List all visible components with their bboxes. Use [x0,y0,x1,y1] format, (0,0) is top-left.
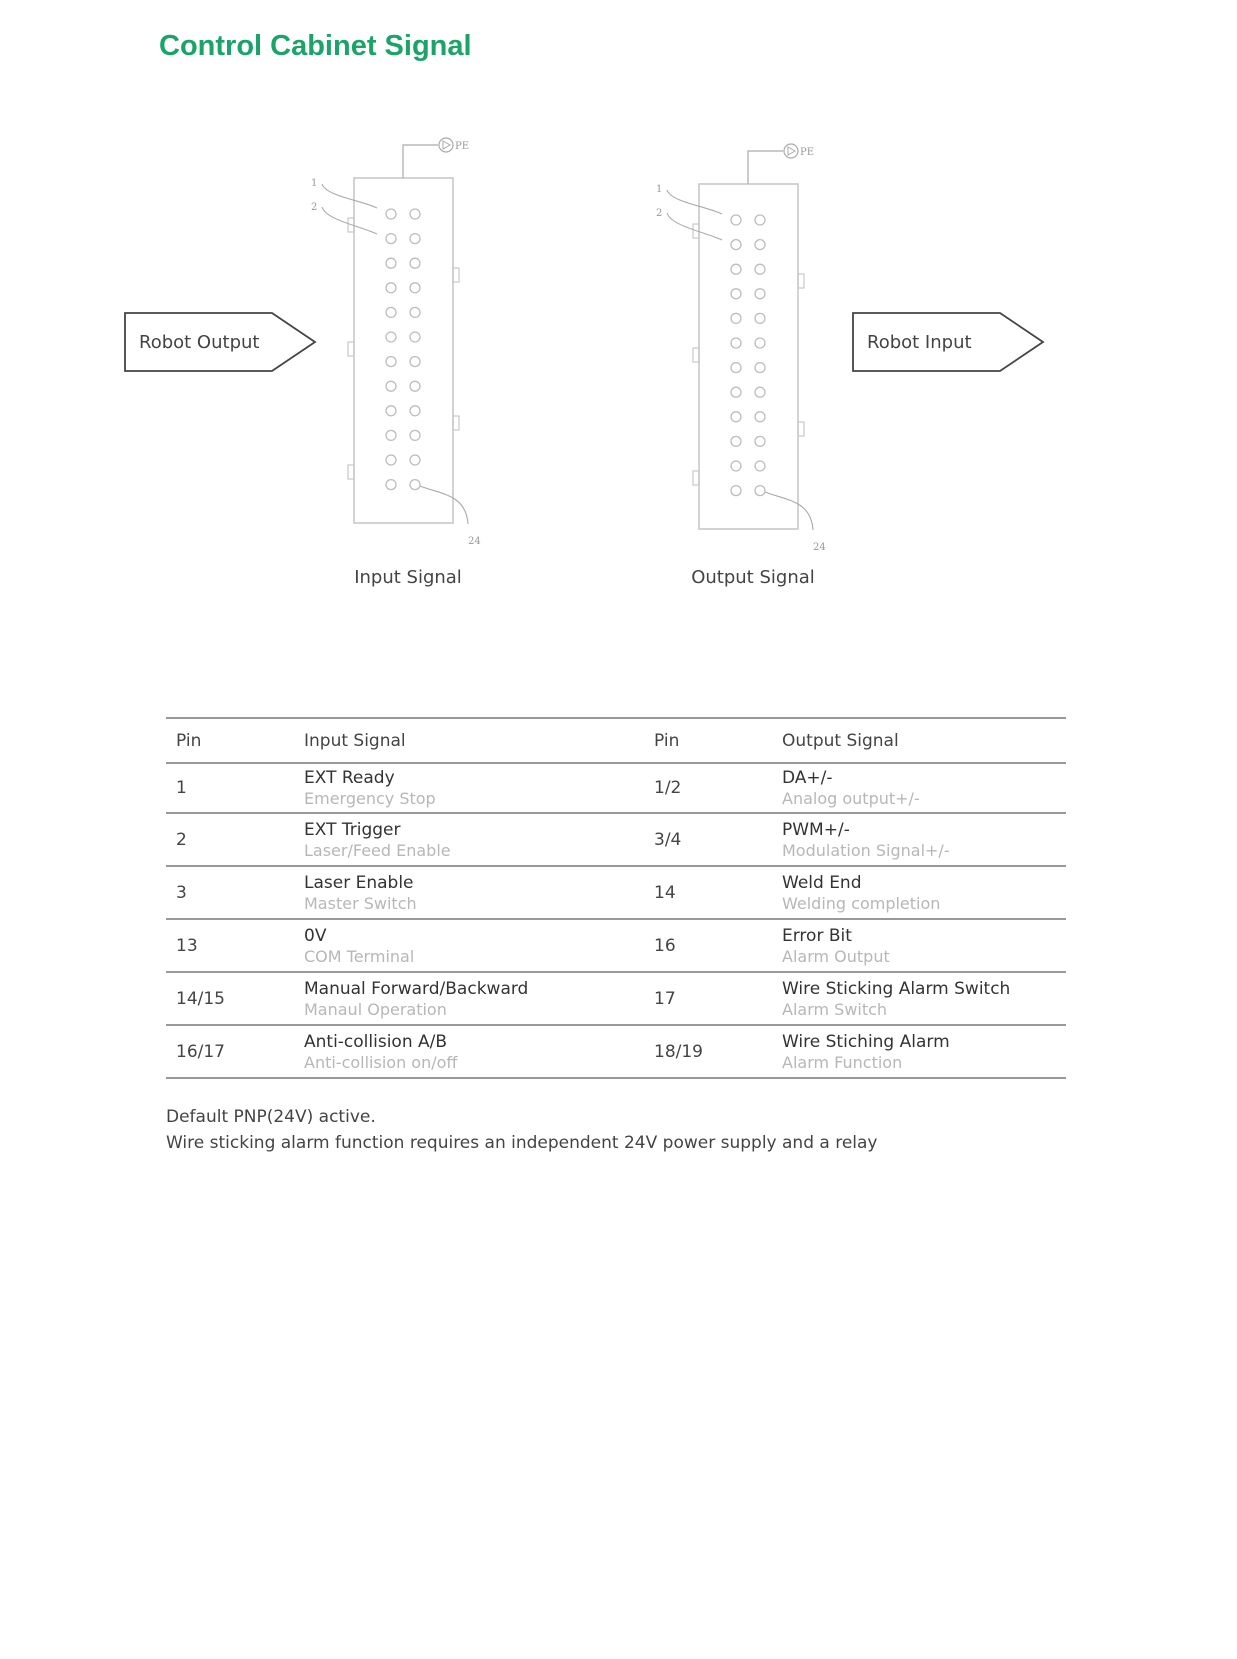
signal-table [166,717,1066,1079]
output-pin: 17 [654,988,676,1009]
output-signal-caption: Output Signal [691,567,815,588]
pin-hole [731,436,741,446]
output-pin: 3/4 [654,829,682,850]
output-signal-desc: Alarm Output [782,946,890,966]
input-signal-name: 0V [304,925,327,946]
pin-hole [410,258,420,268]
pin-hole [731,240,741,250]
pin-hole [386,430,396,440]
header-pin: Pin [654,730,680,751]
pin-hole [410,234,420,244]
output-signal-cell [772,763,1066,813]
input-signal-caption: Input Signal [354,567,462,588]
pin-hole [731,215,741,225]
pe-label: PE [800,147,815,158]
pin-label-1: 1 [311,178,318,189]
input-signal-desc: Anti-collision on/off [304,1052,458,1072]
input-signal-name: Manual Forward/Backward [304,978,529,999]
input-signal-name: Anti-collision A/B [304,1031,448,1052]
output-signal-name: DA+/- [782,768,833,788]
pin-hole [386,357,396,367]
table-row [166,1025,1066,1078]
output-signal-name: Wire Sticking Alarm Switch [782,978,1011,999]
header-input-signal: Input Signal [304,730,406,751]
header-pin: Pin [176,730,202,751]
pin-hole [386,406,396,416]
pin-hole [731,264,741,274]
pin-hole [755,313,765,323]
input-connector [311,138,481,588]
input-signal-name: EXT Trigger [304,819,401,840]
output-signal-cell [772,1025,1066,1078]
pin-hole [386,234,396,244]
table-row [166,919,1066,972]
pin-hole [731,338,741,348]
input-pin: 2 [176,829,187,850]
header-output-signal: Output Signal [782,730,899,751]
pin-label-2: 2 [311,202,318,213]
pin-hole [755,363,765,373]
input-signal-desc: Laser/Feed Enable [304,840,451,860]
pin-hole [731,363,741,373]
pin-hole [386,283,396,293]
pin-hole [386,381,396,391]
pin-hole [731,412,741,422]
pin-hole [755,338,765,348]
pin-hole [410,480,420,490]
table-header-row [166,718,1066,763]
pin-hole [755,436,765,446]
pin-hole [755,412,765,422]
pin-hole [755,289,765,299]
pin-hole [410,209,420,219]
table-row [166,972,1066,1025]
table-row [166,763,1066,813]
pin-hole [386,480,396,490]
pin-hole [386,455,396,465]
pin-label-1: 1 [656,184,663,195]
pin-hole [386,307,396,317]
pin-hole [410,406,420,416]
input-signal-cell [294,972,644,1025]
pin-hole [410,455,420,465]
output-pin: 14 [654,882,676,903]
output-signal-cell [772,813,1066,866]
input-signal-name: Laser Enable [304,872,414,893]
input-signal-name: EXT Ready [304,768,395,788]
robot-output-arrow [125,313,315,371]
pin-hole [731,387,741,397]
pin-hole [755,486,765,496]
input-pin: 13 [176,935,198,956]
pin-hole [755,240,765,250]
pin-hole [410,307,420,317]
input-signal-cell [294,866,644,919]
robot-output-label: Robot Output [139,332,260,353]
pin-hole [386,332,396,342]
input-pin: 1 [176,778,187,798]
input-signal-desc: COM Terminal [304,946,415,966]
input-signal-desc: Master Switch [304,893,417,913]
input-pin: 3 [176,882,187,903]
pin-hole [410,430,420,440]
output-signal-desc: Alarm Function [782,1052,903,1072]
input-signal-cell [294,1025,644,1078]
output-pin: 1/2 [654,778,682,798]
input-pin: 14/15 [176,988,225,1009]
pin-hole [755,387,765,397]
robot-input-label: Robot Input [867,332,972,353]
output-pin: 16 [654,935,676,956]
output-signal-name: Wire Stiching Alarm [782,1031,950,1052]
output-pin: 18/19 [654,1041,703,1062]
input-signal-cell [294,813,644,866]
output-signal-cell [772,866,1066,919]
output-signal-name: Error Bit [782,925,852,946]
pin-hole [386,209,396,219]
output-signal-name: PWM+/- [782,819,850,840]
robot-input-arrow [853,313,1043,371]
pin-hole [731,289,741,299]
output-signal-desc: Modulation Signal+/- [782,840,950,860]
input-signal-cell [294,763,644,813]
output-signal-cell [772,919,1066,972]
pin-label-2: 2 [656,208,663,219]
pin-hole [410,381,420,391]
table-row [166,866,1066,919]
output-signal-desc: Welding completion [782,893,941,913]
output-connector [656,144,826,588]
input-signal-desc: Emergency Stop [304,789,436,808]
notes [166,1104,878,1156]
pe-label: PE [455,141,470,152]
note-wire-sticking: Wire sticking alarm function requires an independent 24V power supply and a relay [166,1133,878,1153]
pin-hole [731,486,741,496]
output-signal-desc: Alarm Switch [782,999,888,1019]
pin-label-24: 24 [813,542,826,553]
input-pin: 16/17 [176,1041,225,1062]
pin-hole [410,283,420,293]
pin-hole [731,313,741,323]
note-default-active: Default PNP(24V) active. [166,1107,376,1127]
input-signal-cell [294,919,644,972]
pin-hole [410,332,420,342]
pin-hole [755,215,765,225]
pin-hole [755,461,765,471]
output-signal-name: Weld End [782,872,862,893]
pin-hole [410,357,420,367]
connector-diagram [0,0,1237,640]
output-signal-cell [772,972,1066,1025]
output-signal-desc: Analog output+/- [782,789,920,808]
pin-hole [755,264,765,274]
pin-label-24: 24 [468,536,481,547]
pin-hole [731,461,741,471]
table-row [166,813,1066,866]
input-signal-desc: Manaul Operation [304,999,447,1019]
pin-hole [386,258,396,268]
page-title: Control Cabinet Signal [159,30,472,62]
